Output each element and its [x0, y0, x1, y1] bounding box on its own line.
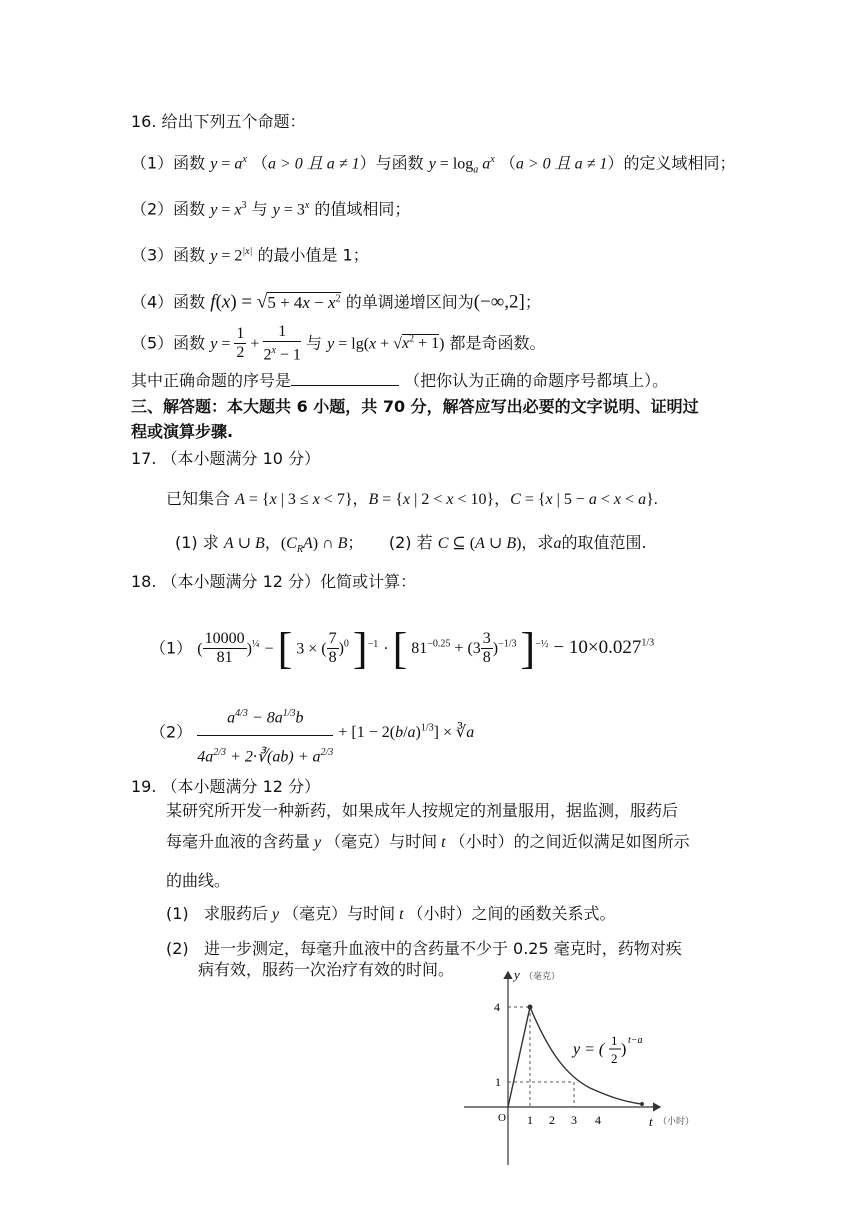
x-tick-4: 4 [595, 1113, 601, 1127]
formula-num: 1 [611, 1033, 618, 1048]
q19-intro-1: 某研究所开发一种新药，如果成年人按规定的剂量服用，据监测，服药后 [166, 801, 679, 820]
q16-prop-1: （1）函数 $y = a^x$ （a > 0 且 a ≠ 1）与函数 $y = \log_a a^x$ （a > 0 且 a ≠ 1）的定义域相同； [131, 153, 736, 176]
q16-prop-3: （3）函数 $y = 2^{|x|}$ 的最小值是 1； [131, 245, 369, 265]
q17-given: 已知集合 A = {x | 3 ≤ x < 7}，B = {x | 2 < x < 10}，C = {x | 5 − a < x < a}. [166, 489, 658, 508]
formula-lhs: y = ( [573, 1041, 605, 1058]
y-tick-1: 1 [495, 1075, 501, 1089]
y-tick-4: 4 [494, 1000, 500, 1014]
peak-point [528, 1005, 533, 1010]
section3-heading-line2: 程或演算步骤. [131, 422, 234, 441]
q17-parts: (1) 求 A ∪ B，$(C_RA)$ ∩ B； (2) 若 C ⊆ (A ∪ B)，求a的取值范围. [175, 533, 647, 556]
answer-blank[interactable] [291, 369, 399, 386]
x-axis-label: t [649, 1114, 653, 1129]
x-tick-2: 2 [549, 1113, 555, 1127]
formula-rparen: ) [621, 1041, 627, 1058]
q16-p1-cond2: a > 0 且 a ≠ 1 [515, 155, 608, 173]
x-tick-3: 3 [571, 1113, 577, 1127]
q19-sub-1: (1) 求服药后 y （毫克）与时间 t （小时）之间的函数关系式。 [166, 904, 616, 923]
q18-header: 18. （本小题满分 12 分）化简或计算： [131, 572, 417, 591]
y-unit-label: （毫克） [524, 971, 561, 981]
origin-label: O [498, 1112, 506, 1124]
x-unit-label: （小时） [658, 1116, 695, 1126]
q18-expr-2: （2） $\frac{a^{4/3} - 8a^{1/3}b}{4a^{2/3} + 2\cdot∛(ab) + a^{2/3}}$ + $[1 - 2(b/a)^{1/3}]$ × ∛a [150, 694, 474, 769]
formula-exp: t−a [628, 1035, 643, 1046]
q16-prop-5: （5）函数 y = $\frac{1}{2}$ + $\frac{1}{2^x - 1}$ 与 $y = \lg(x + √x^2 + 1)$ 都是奇函数。 [131, 323, 546, 364]
q16-title: 16. 给出下列五个命题： [131, 112, 306, 131]
q16-p1-func1: y [210, 155, 218, 173]
y-axis-label: y [514, 967, 520, 982]
q16-answer-line: 其中正确命题的序号是 （把你认为正确的命题序号都填上）。 [131, 371, 669, 390]
q17-header: 17. （本小题满分 10 分） [131, 449, 321, 468]
x-tick-1: 1 [527, 1113, 533, 1127]
section3-heading-line1: 三、解答题：本大题共 6 小题，共 70 分，解答应写出必要的文字说明、证明过 [131, 397, 699, 416]
dose-curve [508, 1007, 642, 1107]
q16-p1-cond1: a > 0 且 a ≠ 1 [267, 155, 360, 173]
q19-header: 19. （本小题满分 12 分） [131, 777, 321, 796]
q19-sub-2: (2) 进一步测定，每毫升血液中的含药量不少于 0.25 毫克时，药物对疾 [166, 939, 682, 958]
q19-sub-2-cont: 病有效，服药一次治疗有效的时间。 [198, 960, 455, 979]
formula-den: 2 [611, 1051, 618, 1066]
q19-intro-3: 的曲线。 [166, 871, 231, 890]
q18-expr-1: （1） ( $\frac{10000}{81}$ )$^{\frac{1}{4}}$ − [ 3 × ( $\frac{7}{8}$ )$^0$ ]$^{-1}$ · [ $81^{-0.25} + (3$ $\frac{3}{8}$ )$^{-1/3}$ ]$^{-\frac{1}{2}} - 10\times 0.027^{1/3}$ [150, 623, 655, 673]
q16-prop-2: （2）函数 $y = x^3$ 与 $y = 3^x$ 的值域相同； [131, 199, 411, 219]
q16-p1-func2: y [428, 155, 436, 173]
q16-prop-4: （4）函数 $f(x) = √5 + 4x - x^2$ 的单调递增区间为(−∞,2]； [131, 291, 541, 313]
q19-intro-2: 每毫升血液的含药量 y （毫克）与时间 t （小时）的之间近似满足如图所示 [166, 832, 690, 851]
end-point [640, 1102, 644, 1106]
